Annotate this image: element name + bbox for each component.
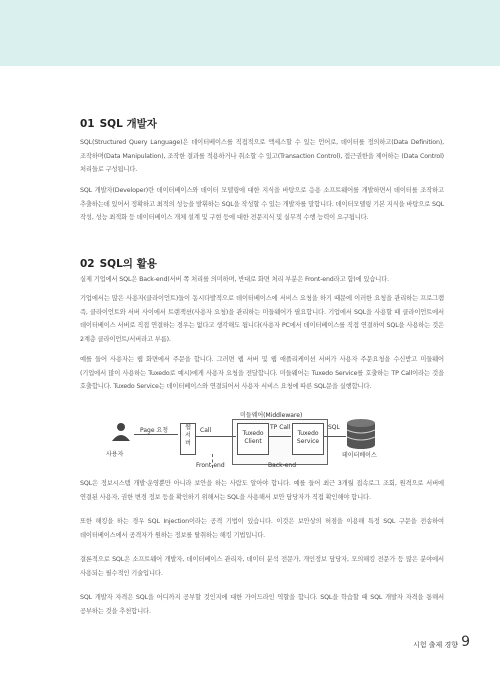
sql-label: SQL	[328, 424, 340, 431]
tuxedo-service-label: Tuxedo Service	[296, 430, 320, 445]
section-2-heading	[80, 256, 157, 271]
section-2-paragraph-6: 결론적으로 SQL은 소프트웨어 개발자, 데이터베이스 관리자, 데이터 분석 전문가, 개인정보 담당자, 모의해킹 전문가 등 많은 분야에서 사용되는 필수적인 기술입니다.	[80, 556, 444, 577]
section-2-paragraph-1: 실제 기업에서 SQL은 Back-end(서버 쪽 처리를 의미하며, 반대로 화면 처리 부분은 Front-end라고 함)에 있습니다.	[80, 276, 389, 283]
page-number: 9	[461, 634, 470, 650]
tuxedo-client-label: Tuxedo Client	[242, 430, 264, 445]
web-server-label: 웹 서 버	[185, 424, 191, 447]
back-end-label: Back-end	[268, 462, 297, 469]
front-end-label: Front-end	[196, 462, 225, 469]
section-2-paragraph-4: SQL은 정보시스템 개발·운영뿐만 아니라 보안을 하는 사람도 알아야 합니다. 예를 들어 최근 3개월 접속로그 조회, 원격으로 서버에 연결된 사용자, 권한 변경 정보 등을 확인하기 위해서는 SQL을 사용해서 보안 담당자가 직접 확인해야 합니다.	[80, 480, 444, 501]
middleware-label: 미들웨어(Middleware)	[240, 412, 303, 419]
section-1-number: 01	[80, 118, 95, 130]
section-1-paragraph-2: SQL 개발자(Developer)란 데이터베이스와 데이터 모델링에 대한 지식을 바탕으로 응용 소프트웨어를 개발하면서 데이터를 조작하고 추출하는데 있어서 정확하고 최적의 성능을 발휘하는 SQL을 작성할 수 있는 개발자를 말합니다. 데이터모델링 기본 지식을 바탕으로 SQL 작성, 성능 최적화 등 데이터베이스 개체 설계 및 구현 등에 대한 전문지식 및 실무적 수행 능력이 요구됩니다.	[80, 187, 445, 222]
section-1-paragraph-1: SQL(Structured Query Language)은 데이터베이스를 직접적으로 액세스할 수 있는 언어로, 데이터를 정의하고(Data Definition), 조작하며(Data Manipulation), 조작한 결과를 적용하거나 취소할 수 있고(Transaction Control), 접근권한을 제어하는 (Data Control) 처리들로 구성됩니다.	[80, 139, 444, 174]
user-icon	[110, 422, 132, 442]
header-band	[0, 0, 500, 66]
database-icon	[346, 418, 376, 450]
tp-call-arrow	[269, 436, 291, 437]
page-request-arrow	[134, 434, 178, 435]
middleware-diagram	[100, 410, 400, 510]
user-label: 사용자	[106, 451, 124, 458]
section-1-heading	[80, 116, 157, 131]
page-request-label: Page 요청	[140, 427, 169, 434]
tp-call-label: TP Call	[270, 424, 291, 431]
sql-arrow	[324, 436, 346, 437]
section-1-title: SQL 개발자	[99, 118, 157, 130]
section-2-paragraph-5: 또한 해킹을 하는 경우 SQL Injection이라는 공격 기법이 있습니다. 이것은 보안상의 허점을 이용해 특정 SQL 구문을 전송하여 데이터베이스에서 공격자가 원하는 정보를 탈취하는 해킹 기법입니다.	[80, 518, 444, 539]
section-2-paragraph-2: 기업에서는 많은 사용자(클라이언트)들이 동시다발적으로 데이터베이스에 서비스 요청을 하기 때문에 이러한 요청을 관리하는 프로그램 즉, 클라이언트와 서버 사이에서 트랜잭션(사용자 요청)을 관리하는 미들웨어가 필요합니다. 기업에서 SQL을 사용할 때 클라이언트에서 데이터베이스 서버로 직접 연결하는 경우는 없다고 생각해도 됩니다(사용자 PC에서 데이터베이스를 직접 연결하여 SQL을 사용하는 것은 2계층 클라이언트/서버라고 부름).	[80, 295, 444, 343]
database-label: 데이터베이스	[342, 452, 377, 459]
footer-label: 시험 출제 경향	[412, 641, 458, 649]
call-arrow	[196, 436, 236, 437]
section-2-paragraph-7: SQL 개발자 자격은 SQL을 어디까지 공부할 것인지에 대한 가이드라인 역할을 합니다. SQL을 학습할 때 SQL 개발자 자격을 통해서 공부하는 것을 추천합니다.	[80, 594, 444, 615]
section-2-paragraph-3: 예를 들어 사용자는 웹 화면에서 주문을 합니다. 그러면 웹 서버 및 웹 애플리케이션 서버가 사용자 주문요청을 수신받고 미들웨어(기업에서 많이 사용하는 Tuxedo로 예시)에게 사용자 요청을 전달합니다. 미들웨어는 Tuxedo Service를 호출하는 TP Call이라는 것을 호출합니다. Tuxedo Service는 데이터베이스와 연결되어서 사용자 서비스 요청에 따른 SQL문을 실행합니다.	[80, 356, 444, 391]
call-label: Call	[200, 427, 212, 434]
section-2-number: 02	[80, 258, 95, 270]
section-2-title: SQL의 활용	[99, 258, 157, 270]
